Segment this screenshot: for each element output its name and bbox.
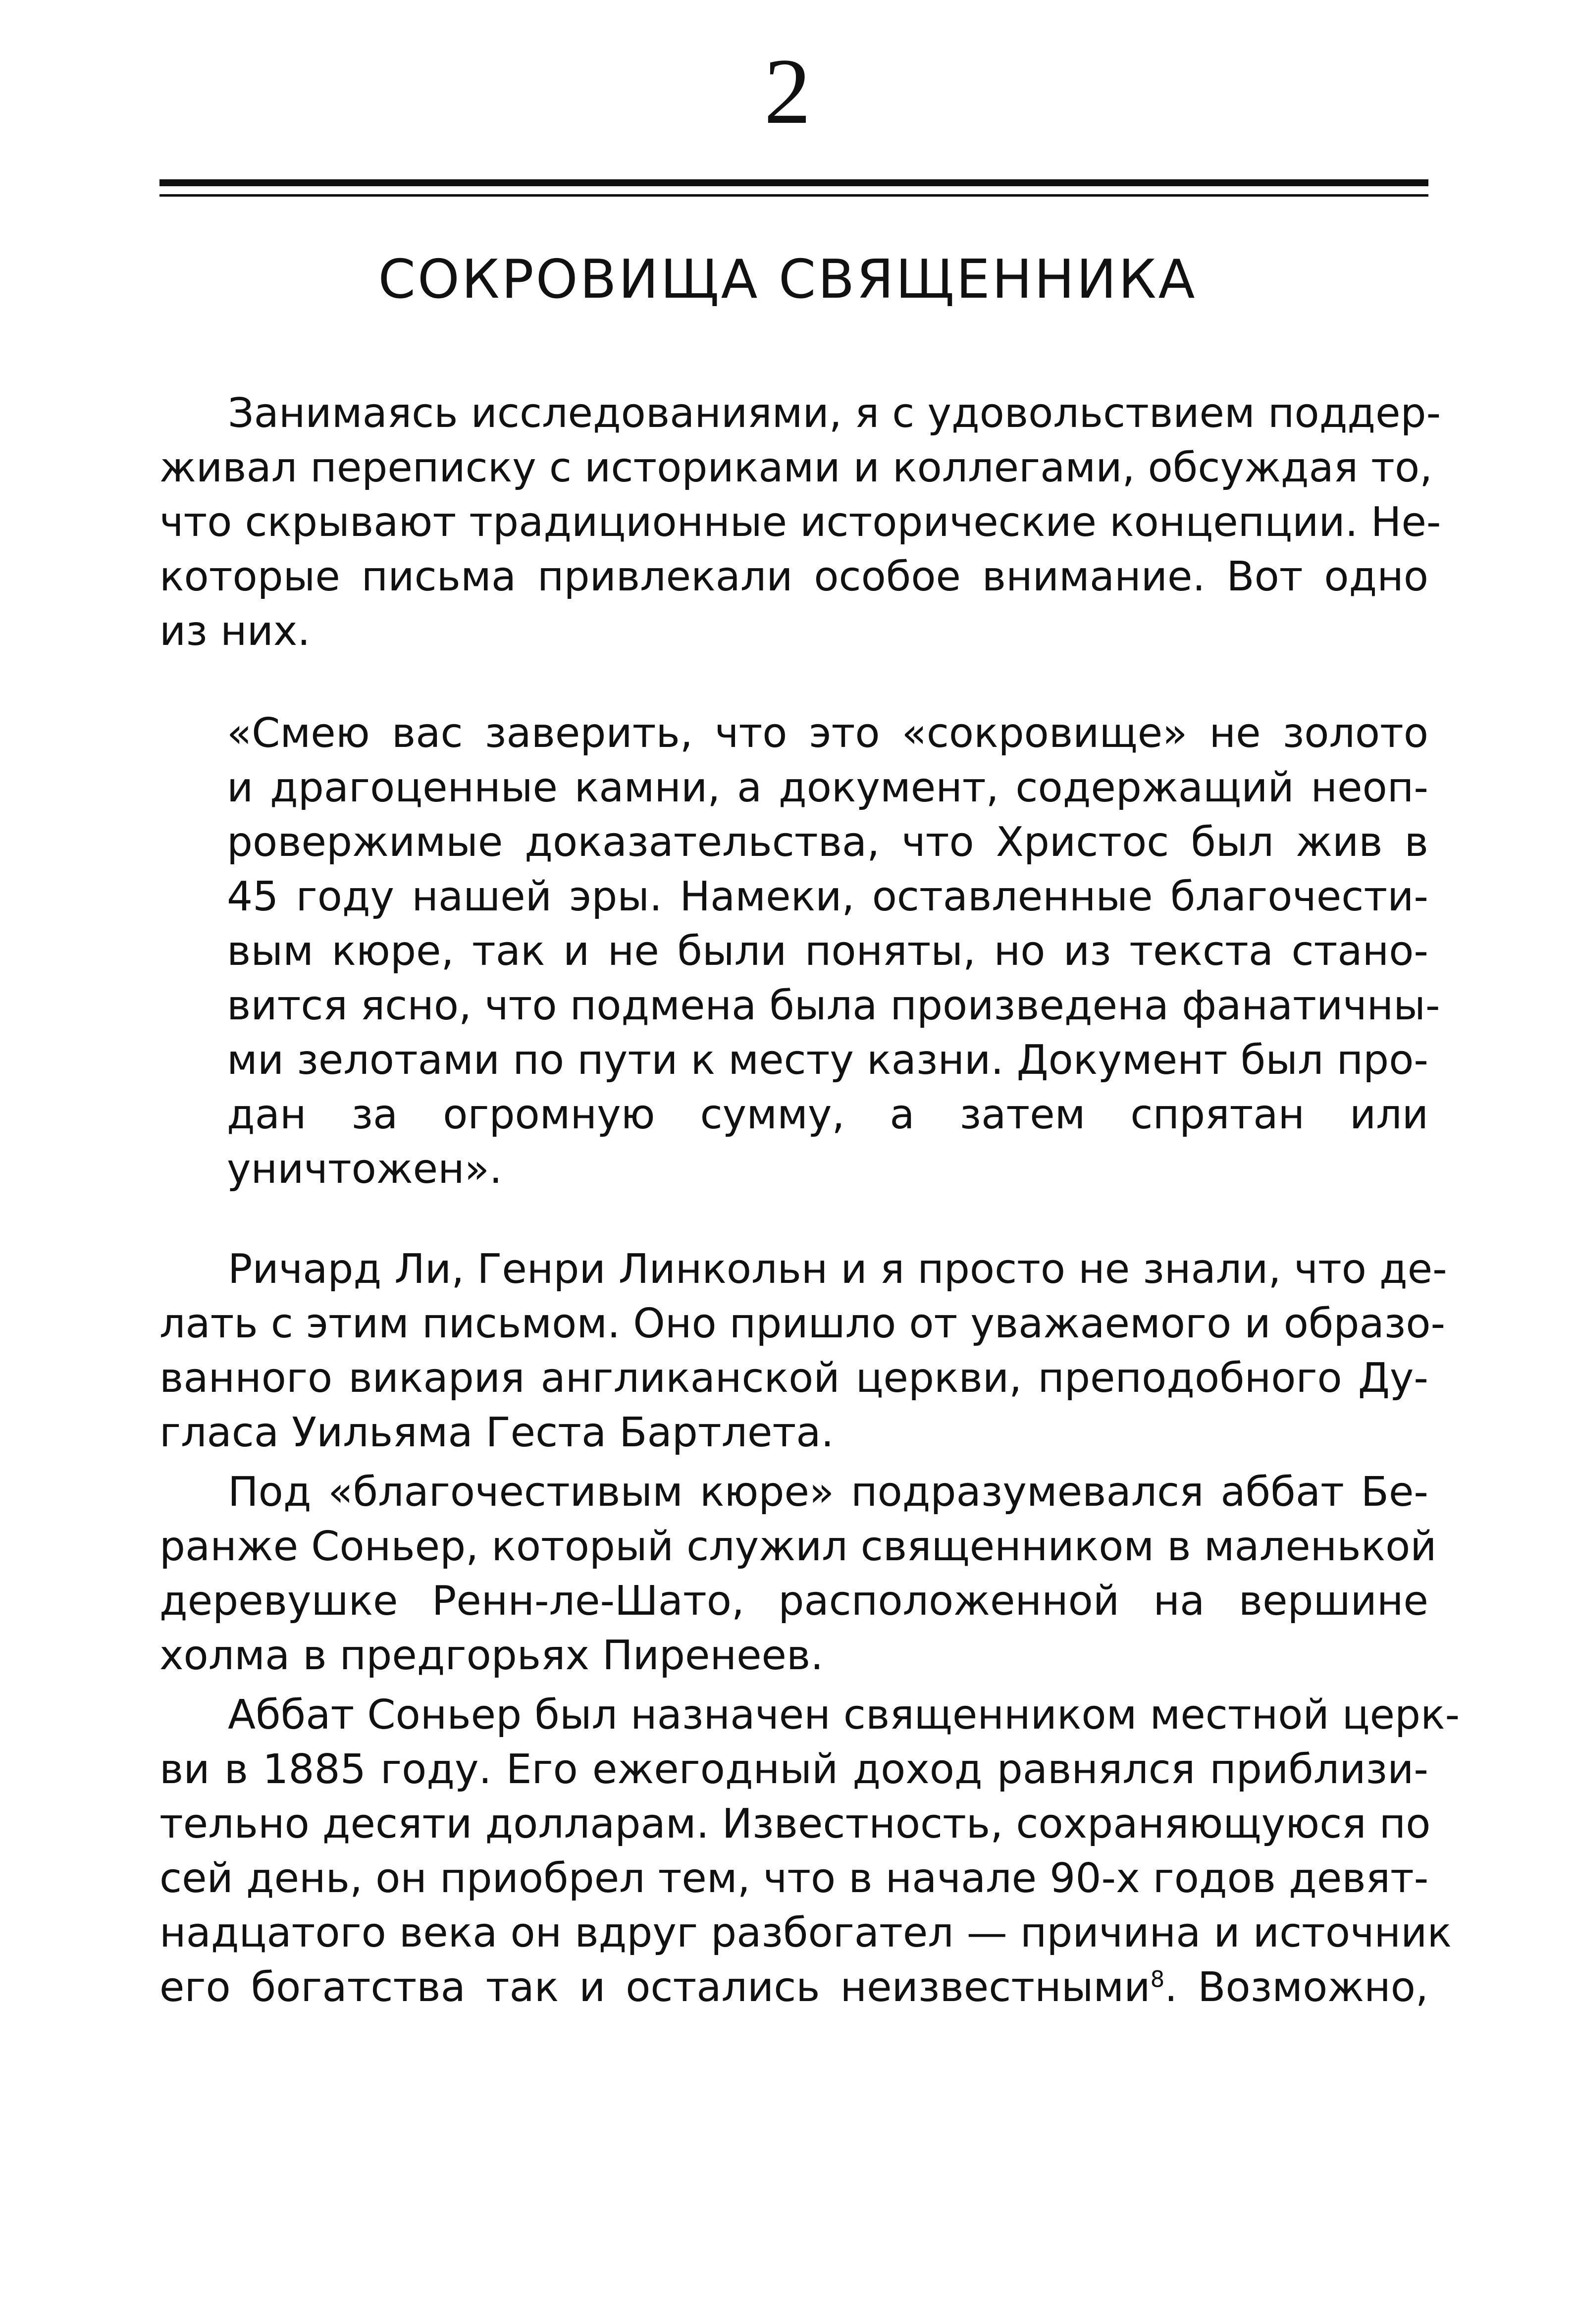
text-fragment: его богатства так и остались неизвестными bbox=[159, 1964, 1151, 2011]
text-line: «Смею вас заверить, что это «сокровище» не золото bbox=[227, 710, 1428, 757]
text-line: 45 году нашей эры. Намеки, оставленные благочести- bbox=[227, 873, 1428, 920]
text-line: и драгоценные камни, а документ, содержащий неоп- bbox=[227, 764, 1428, 811]
text-line: ранже Соньер, который служил священником в маленькой bbox=[159, 1523, 1437, 1570]
chapter-number: 2 bbox=[764, 40, 811, 144]
footnote-reference[interactable]: 8 bbox=[1150, 1966, 1165, 1993]
text-line: дан за огромную сумму, а затем спрятан или bbox=[227, 1091, 1428, 1138]
text-line: надцатого века он вдруг разбогател — причина и источник bbox=[159, 1909, 1452, 1956]
text-line: тельно десяти долларам. Известность, сохраняющуюся по bbox=[159, 1800, 1431, 1848]
text-line: лать с этим письмом. Оно пришло от уважаемого и образо- bbox=[159, 1300, 1446, 1347]
text-line: живал переписку с историками и коллегами, обсуждая то, bbox=[159, 444, 1433, 491]
text-line: Занимаясь исследованиями, я с удовольствием поддер- bbox=[228, 390, 1441, 437]
chapter-rule-thin bbox=[159, 194, 1428, 197]
text-line bbox=[159, 1960, 1428, 2015]
text-line: вым кюре, так и не были поняты, но из текста стано- bbox=[227, 928, 1428, 975]
body-paragraph bbox=[159, 1465, 1437, 1683]
text-line: гласа Уильяма Геста Бартлета. bbox=[159, 1409, 834, 1456]
text-line: сей день, он приобрел тем, что в начале 90-х годов девят- bbox=[159, 1855, 1429, 1902]
text-line: ванного викария англиканской церкви, преподобного Ду- bbox=[159, 1355, 1428, 1402]
text-line: Под «благочестивым кюре» подразумевался аббат Бе- bbox=[228, 1469, 1428, 1516]
text-line: вится ясно, что подмена была произведена фанатичны- bbox=[227, 982, 1440, 1029]
text-line: ровержимые доказательства, что Христос был жив в bbox=[227, 819, 1428, 866]
text-line: которые письма привлекали особое внимание. Вот одно bbox=[159, 553, 1428, 600]
intro-paragraph bbox=[159, 386, 1441, 659]
text-line: Ричард Ли, Генри Линкольн и я просто не знали, что де- bbox=[228, 1246, 1447, 1293]
body-paragraph bbox=[159, 1688, 1460, 2015]
body-paragraph bbox=[159, 1242, 1447, 1460]
block-quote bbox=[227, 706, 1440, 1197]
chapter-title: СОКРОВИЩА СВЯЩЕННИКА bbox=[378, 249, 1197, 311]
text-line: Аббат Соньер был назначен священником местной церк- bbox=[228, 1691, 1460, 1739]
chapter-rule-thick bbox=[159, 179, 1428, 186]
text-line: деревушке Ренн-ле-Шато, расположенной на вершине bbox=[159, 1578, 1428, 1625]
text-fragment: . Возможно, bbox=[1164, 1964, 1428, 2011]
text-line: что скрывают традиционные исторические концепции. Не- bbox=[159, 499, 1441, 546]
text-line: уничтожен». bbox=[227, 1146, 502, 1193]
text-line: ви в 1885 году. Его ежегодный доход равнялся приблизи- bbox=[159, 1746, 1428, 1793]
text-line: холма в предгорьях Пиренеев. bbox=[159, 1632, 824, 1679]
text-line: из них. bbox=[159, 608, 311, 655]
text-line: ми зелотами по пути к месту казни. Документ был про- bbox=[227, 1037, 1428, 1084]
